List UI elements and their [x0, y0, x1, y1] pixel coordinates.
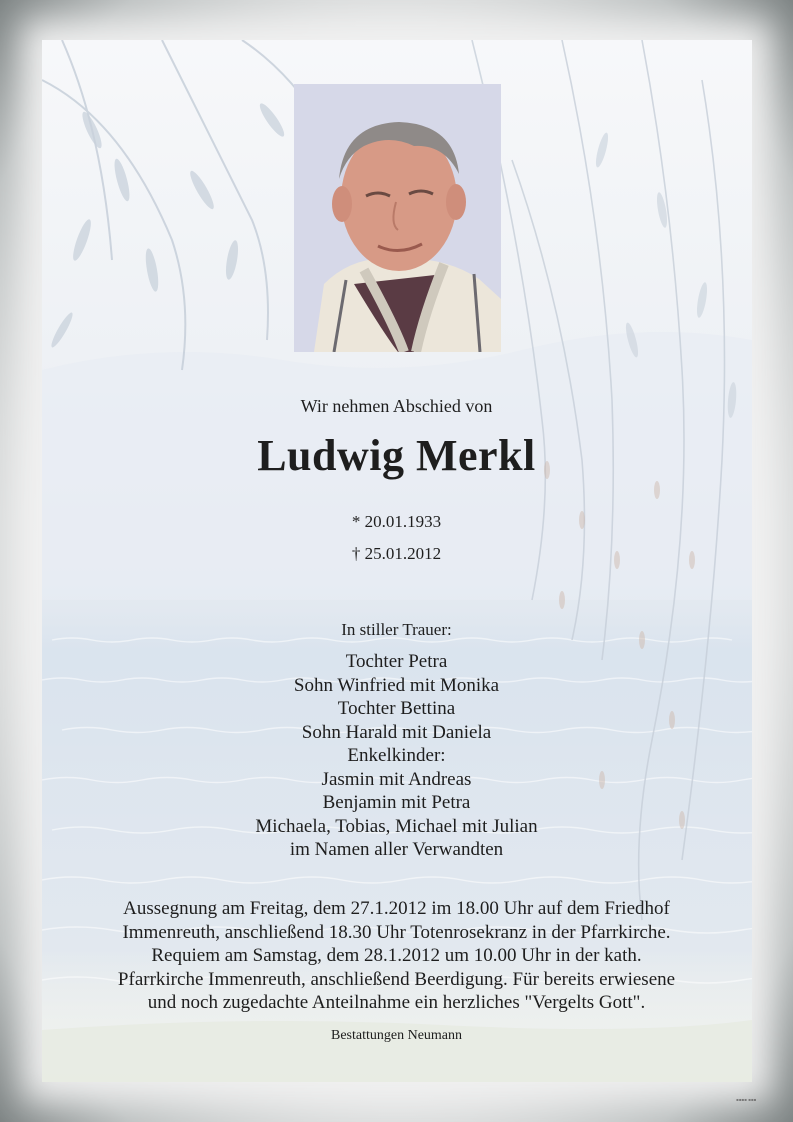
mourners-list — [0, 650, 793, 862]
service-line: Requiem am Samstag, dem 28.1.2012 um 10.00 Uhr in der kath. — [151, 945, 642, 966]
service-line: Immenreuth, anschließend 18.30 Uhr Totenrosekranz in der Pfarrkirche. — [122, 921, 671, 943]
mourner-line: Michaela, Tobias, Michael mit Julian — [255, 815, 538, 837]
mourner-line: Tochter Petra — [345, 651, 448, 672]
service-line: Aussegnung am Freitag, dem 27.1.2012 im 18.00 Uhr auf dem Friedhof — [123, 898, 670, 919]
mourner-line: Enkelkinder: — [347, 745, 446, 766]
service-line: Pfarrkirche Immenreuth, anschließend Beerdigung. Für bereits erwiesene — [117, 968, 676, 990]
mourning-heading: In stiller Trauer: — [341, 620, 452, 639]
death-date: † 25.01.2012 — [351, 544, 442, 563]
birth-date: * 20.01.1933 — [351, 512, 442, 531]
deceased-name: Ludwig Merkl — [257, 431, 536, 480]
mourner-line: Tochter Bettina — [337, 698, 456, 719]
mourner-line: Benjamin mit Petra — [322, 792, 471, 813]
corner-mark: ▪▪▪▪ ▪▪▪ — [736, 1097, 757, 1102]
undertaker-name: Bestattungen Neumann — [330, 1028, 463, 1043]
mourner-line: Sohn Harald mit Daniela — [301, 721, 492, 743]
service-line: und noch zugedachte Anteilnahme ein herzliches "Vergelts Gott". — [147, 992, 646, 1013]
mourner-line: im Namen aller Verwandten — [289, 839, 504, 860]
service-details — [0, 897, 793, 1015]
mourner-line: Sohn Winfried mit Monika — [293, 674, 500, 696]
portrait-photo — [294, 84, 501, 352]
mourner-line: Jasmin mit Andreas — [321, 768, 472, 790]
intro-line: Wir nehmen Abschied von — [300, 396, 493, 416]
